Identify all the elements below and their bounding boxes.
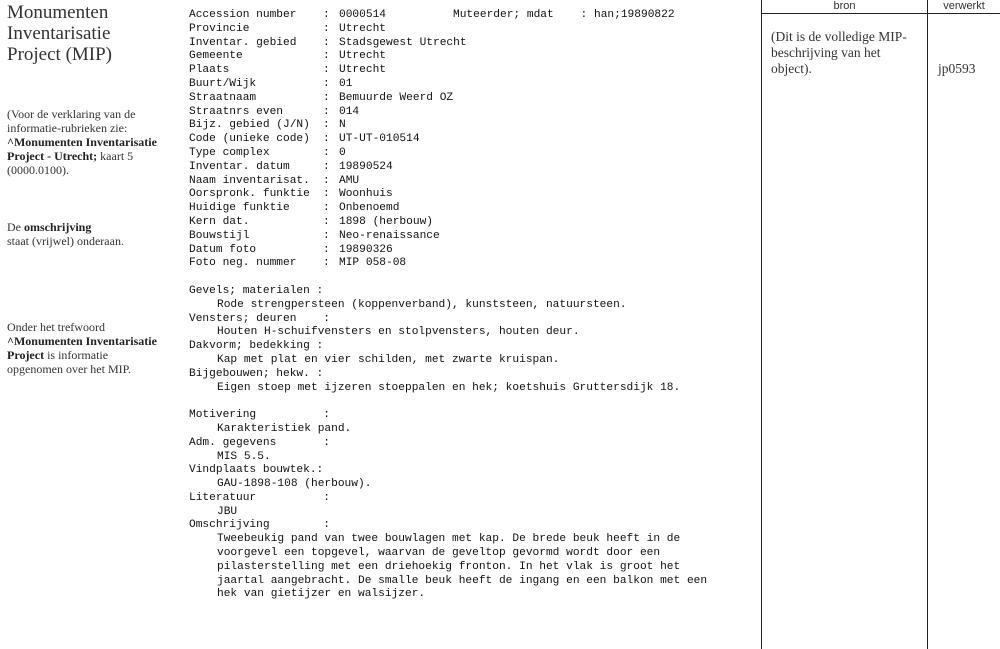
- field-value: AMU: [339, 174, 360, 187]
- field-label: Code (unieke code): [189, 133, 310, 146]
- section-text: voorgevel een topgevel, waarvan de geveltop gevormd wordt door een: [217, 547, 661, 560]
- field-label: Inventar. gebied: [189, 36, 297, 49]
- field-value: Utrecht: [339, 22, 386, 35]
- field-value: 0: [339, 146, 346, 159]
- field-value: MIP 058-08: [339, 257, 407, 270]
- field-row: [189, 78, 759, 92]
- field-label: Foto neg. nummer: [189, 257, 297, 270]
- note3-text: Onder het trefwoord: [7, 320, 105, 334]
- field-row: [189, 133, 759, 147]
- field-row: [189, 92, 759, 106]
- field-separator: :: [323, 9, 330, 21]
- field-separator: :: [323, 133, 330, 146]
- field-row: [189, 244, 759, 258]
- field-row: [189, 147, 759, 161]
- note-omschrijving: [7, 220, 167, 248]
- field-separator: :: [323, 243, 330, 256]
- section-label: Vensters; deuren :: [189, 312, 330, 325]
- field-row: [189, 175, 759, 189]
- field-label: Oorspronk. funktie: [189, 188, 310, 201]
- field-row: [189, 64, 759, 78]
- field-separator: :: [323, 146, 330, 159]
- field-separator: :: [323, 64, 330, 77]
- record-sections: [189, 285, 759, 395]
- note3-keyword: ^Monumenten Inventarisatie Project: [7, 334, 157, 362]
- field-label: Huidige funktie: [189, 202, 290, 215]
- field-label: Accession number: [189, 9, 297, 21]
- field-value: 19890326: [339, 243, 393, 256]
- field-separator: :: [323, 91, 330, 104]
- field-label: Type complex: [189, 146, 270, 159]
- column-divider-left: [761, 0, 762, 649]
- field-value: Stadsgewest Utrecht: [339, 36, 467, 49]
- note3-rest: is informatie opgenomen over het MIP.: [7, 348, 131, 376]
- field-separator: :: [323, 50, 330, 63]
- section-label: Bijgebouwen; hekw. :: [189, 367, 324, 380]
- section-text: Karakteristiek pand.: [217, 422, 352, 435]
- section-text: Kap met plat en vier schilden, met zwarte kruispan.: [217, 353, 560, 366]
- field-label: Plaats: [189, 64, 230, 77]
- note2-text: De: [7, 220, 21, 234]
- section-text: JBU: [217, 505, 238, 518]
- header-divider: [761, 13, 1000, 14]
- note1-text: (Voor de verklaring van de informatie-rubrieken zie:: [7, 107, 136, 135]
- document-title: Monumenten Inventarisatie Project (MIP): [7, 2, 113, 65]
- field-row: [189, 106, 759, 120]
- field-separator: :: [323, 160, 330, 173]
- field-value: 1898 (herbouw): [339, 215, 433, 228]
- field-row: [189, 23, 759, 37]
- field-value: UT-UT-010514: [339, 133, 420, 146]
- note2-keyword: omschrijving: [24, 220, 92, 234]
- field-value: 014: [339, 105, 360, 118]
- field-label: Provincie: [189, 22, 250, 35]
- field-row: [189, 50, 759, 64]
- field-label: Inventar. datum: [189, 160, 290, 173]
- mip-record: [189, 9, 759, 602]
- field-row: [189, 230, 759, 244]
- note1-card: kaart 5 (0000.0100).: [7, 149, 134, 177]
- field-label: Naam inventarisat.: [189, 174, 310, 187]
- field-value: Utrecht: [339, 50, 386, 63]
- bron-note: (Dit is de volledige MIP-beschrijving van het object).: [771, 29, 907, 76]
- field-label: Straatnaam: [189, 91, 257, 104]
- note1-reference: ^Monumenten Inventarisatie Project - Utrecht;: [7, 135, 157, 163]
- field-row: [189, 257, 759, 271]
- field-row: [189, 37, 759, 51]
- field-row: [189, 202, 759, 216]
- section-text: GAU-1898-108 (herbouw).: [217, 478, 372, 491]
- field-separator: :: [323, 22, 330, 35]
- field-separator: :: [323, 36, 330, 49]
- note-verklaring: [7, 107, 167, 177]
- field-separator: :: [323, 229, 330, 242]
- field-value: N: [339, 119, 346, 132]
- section-label: Vindplaats bouwtek.:: [189, 464, 324, 477]
- field-separator: :: [323, 77, 330, 90]
- field-value: Neo-renaissance: [339, 229, 440, 242]
- field-separator: :: [323, 215, 330, 228]
- section-label: Omschrijving :: [189, 519, 330, 532]
- section-text: jaartal aangebracht. De smalle beuk heeft de ingang en een balkon met een: [217, 574, 708, 587]
- column-header-bron: bron: [833, 0, 856, 12]
- field-value: Woonhuis: [339, 188, 393, 201]
- note-trefwoord: [7, 320, 167, 376]
- field-row: [189, 188, 759, 202]
- section-text: Rode strengpersteen (koppenverband), kunststeen, natuursteen.: [217, 298, 627, 311]
- section-label: Adm. gegevens :: [189, 436, 330, 449]
- field-separator: :: [323, 119, 330, 132]
- field-value: Bemuurde Weerd OZ: [339, 91, 454, 104]
- field-separator: :: [323, 105, 330, 118]
- section-text: hek van gietijzer en walsijzer.: [217, 588, 426, 601]
- field-separator: :: [323, 188, 330, 201]
- section-label: Literatuur :: [189, 491, 330, 504]
- field-row: [189, 216, 759, 230]
- section-text: MIS 5.5.: [217, 450, 271, 463]
- field-label: Bouwstijl: [189, 229, 250, 242]
- section-text: pilasterstelling met een driehoekig fronton. In het vlak is groot het: [217, 560, 681, 573]
- record-sections-2: [189, 409, 759, 602]
- field-separator: :: [323, 202, 330, 215]
- field-value: Onbenoemd: [339, 202, 400, 215]
- note2-rest: staat (vrijwel) onderaan.: [7, 234, 124, 248]
- field-value: Utrecht: [339, 64, 386, 77]
- field-label: Gemeente: [189, 50, 243, 63]
- field-separator: :: [323, 257, 330, 270]
- section-label: Gevels; materialen :: [189, 284, 324, 297]
- section-text: Houten H-schuifvensters en stolpvensters, houten deur.: [217, 326, 580, 339]
- field-value: 0000514: [339, 9, 386, 21]
- verwerkt-code: jp0593: [938, 61, 976, 76]
- section-label: Dakvorm; bedekking :: [189, 340, 324, 353]
- field-separator: :: [323, 174, 330, 187]
- field-label: Straatnrs even: [189, 105, 283, 118]
- record-fields: [189, 9, 759, 271]
- section-text: Eigen stoep met ijzeren stoeppalen en hek; koetshuis Gruttersdijk 18.: [217, 381, 681, 394]
- field-label: Buurt/Wijk: [189, 77, 257, 90]
- section-label: Motivering :: [189, 409, 330, 422]
- column-divider-right: [927, 0, 928, 649]
- section-text: Tweebeukig pand van twee bouwlagen met kap. De brede beuk heeft in de: [217, 533, 681, 546]
- field-row: [189, 119, 759, 133]
- column-header-verwerkt: verwerkt: [943, 0, 985, 12]
- field-value: 19890524: [339, 160, 393, 173]
- field-row: [189, 161, 759, 175]
- field-label: Kern dat.: [189, 215, 250, 228]
- muteerder-mdat: Muteerder; mdat : han;19890822: [453, 9, 675, 21]
- field-label: Bijz. gebied (J/N): [189, 119, 310, 132]
- field-value: 01: [339, 77, 353, 90]
- field-label: Datum foto: [189, 243, 257, 256]
